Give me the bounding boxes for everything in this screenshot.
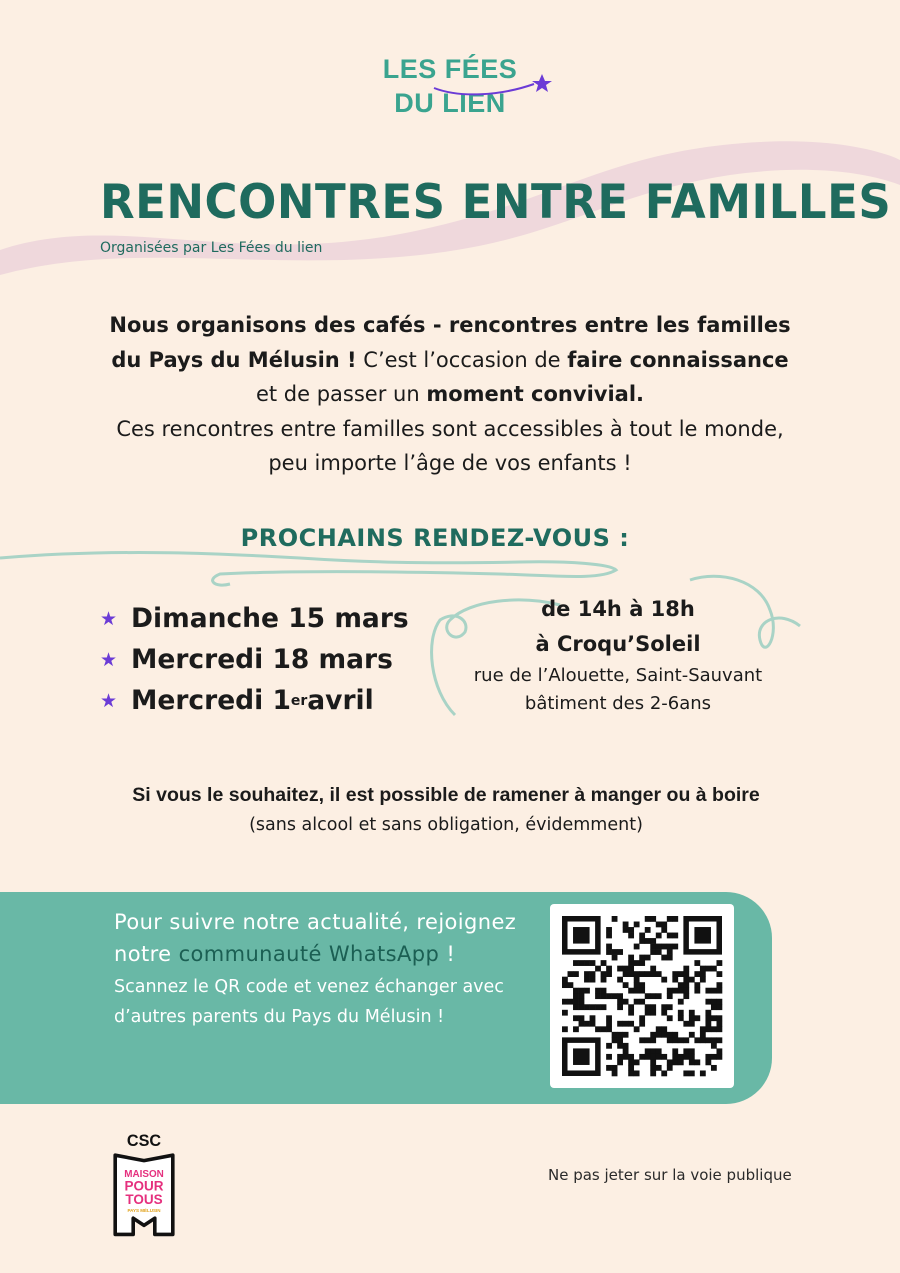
- page-subtitle: Organisées par Les Fées du lien: [100, 240, 323, 256]
- whatsapp-qr-code[interactable]: [550, 904, 734, 1088]
- date-item: [100, 680, 409, 721]
- star-icon: ★: [100, 689, 118, 712]
- schedule-title: PROCHAINS RENDEZ-VOUS :: [240, 524, 630, 552]
- whatsapp-invite-text: Pour suivre notre actualité, rejoignez notre: [114, 910, 517, 966]
- food-note: [0, 780, 892, 840]
- dates-list: [100, 598, 409, 721]
- intro-bold-1: Nous organisons des cafés - rencontres entre les familles du Pays du Mélusin !: [109, 313, 791, 372]
- event-building: bâtiment des 2-6ans: [524, 693, 712, 714]
- csc-logo-l1: MAISON: [124, 1168, 164, 1180]
- event-info: [430, 592, 806, 718]
- intro-paragraph: [100, 308, 800, 481]
- food-note-line-1: Si vous le souhaitez, il est possible de ramener à manger ou à boire: [132, 784, 760, 806]
- csc-logo-l2: POUR: [124, 1178, 164, 1194]
- event-time: de 14h à 18h: [541, 597, 695, 621]
- date-item: [100, 639, 409, 680]
- food-note-line-2: (sans alcool et sans obligation, évidemment): [249, 815, 643, 835]
- date-superscript: er: [290, 692, 308, 709]
- date-text: Mercredi 18 mars: [131, 644, 393, 675]
- intro-text-3: Ces rencontres entre familles sont accessibles à tout le monde, peu importe l’âge de vos enfants !: [116, 416, 784, 475]
- qr-code-icon: [550, 904, 734, 1088]
- date-item: [100, 598, 409, 639]
- star-icon: ★: [100, 607, 118, 630]
- intro-text-1: C’est l’occasion de: [356, 347, 568, 372]
- event-address: rue de l’Alouette, Saint-Sauvant: [473, 665, 763, 686]
- whatsapp-invite-end: !: [439, 942, 456, 966]
- date-text-after: avril: [307, 685, 374, 716]
- whatsapp-scan-text: Scannez le QR code et venez échanger avec d’autres parents du Pays du Mélusin !: [114, 977, 504, 1027]
- logo-line-2: DU LIEN: [394, 88, 506, 118]
- date-text: Mercredi 1: [131, 685, 291, 716]
- intro-text-2: et de passer un: [255, 382, 427, 406]
- whatsapp-invite: [114, 906, 544, 970]
- date-text: Dimanche 15 mars: [131, 603, 409, 634]
- footer-note: Ne pas jeter sur la voie publique: [548, 1166, 792, 1184]
- logo-line-1: LES FÉES: [382, 54, 518, 84]
- star-wand-icon: [430, 70, 554, 100]
- intro-bold-3: moment convivial.: [426, 382, 645, 406]
- star-icon: ★: [100, 648, 118, 671]
- csc-maison-pour-tous-logo: [108, 1122, 180, 1246]
- event-place: à Croqu’Soleil: [535, 632, 701, 656]
- page-title: RENCONTRES ENTRE FAMILLES: [100, 174, 892, 230]
- csc-logo-top: CSC: [126, 1132, 162, 1151]
- whatsapp-community-link[interactable]: communauté WhatsApp: [178, 942, 440, 966]
- whatsapp-text: [114, 906, 544, 1032]
- csc-logo-l4: PAYS MÉLUSIN: [127, 1207, 161, 1213]
- intro-bold-2: faire connaissance: [567, 347, 789, 372]
- csc-logo-l3: TOUS: [125, 1191, 163, 1207]
